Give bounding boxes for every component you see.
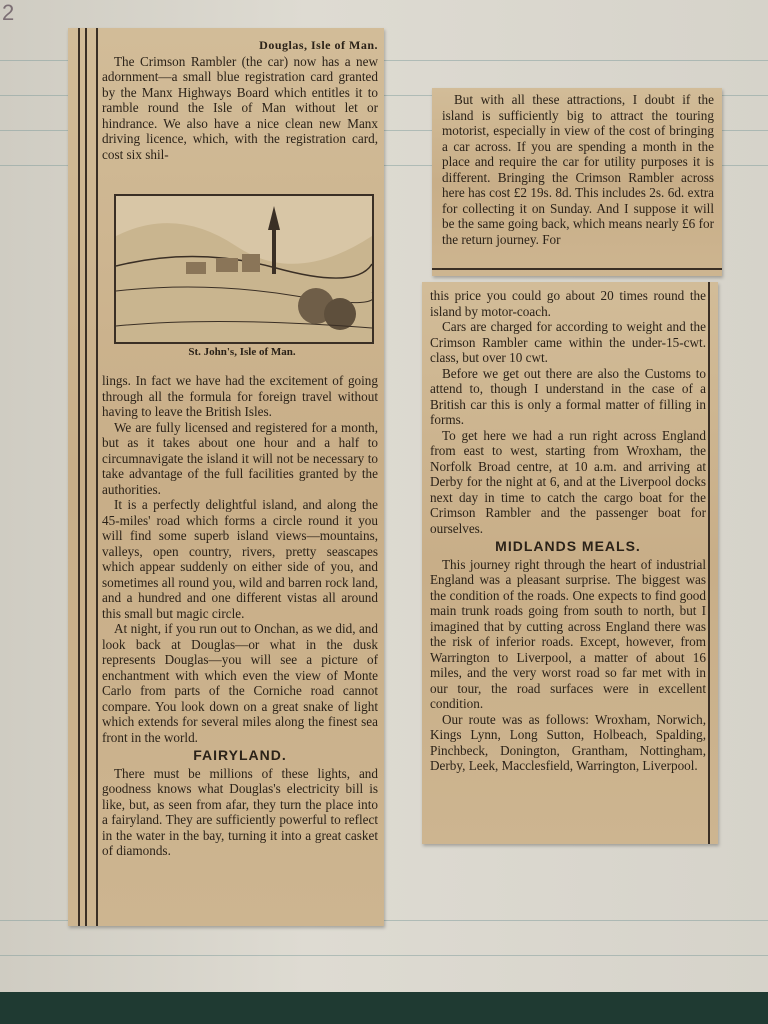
landscape-illustration: [116, 196, 372, 342]
column-top: [102, 38, 378, 190]
paragraph: Cars are charged for according to weight and the Crimson Rambler came within the under-15-cwt. class, but over 10 cwt.: [430, 319, 706, 365]
paragraph: This journey right through the heart of industrial England was a pleasant surprise. The biggest was the condition of the roads. One expects to find good main trunk roads going from south to north, but I imagined that by cutting across England there was the risk of inferior roads. Except, however, from Warrington to Liverpool, a matter of about 16 miles, and the very worst road so far met with in our tour, the road surfaces were in excellent condition.: [430, 556, 706, 711]
column-bottom: [102, 373, 378, 919]
column-rule: [96, 28, 98, 926]
dateline: Douglas, Isle of Man.: [259, 38, 378, 52]
margin-note: 2: [2, 0, 15, 25]
column: [442, 92, 714, 264]
column-rule: [432, 268, 722, 270]
paragraph: To get here we had a run right across England from east to west, starting from Wroxham, the Norfolk Broad centre, at 10 a.m. and arriving at Derby for the night at 6, and at the Liverpool docks next day in time to catch the cargo boat for the Crimson Rambler and the passenger boat for ourselves.: [430, 427, 706, 536]
clipping-left: [68, 28, 384, 926]
clipping-right-bottom: [422, 282, 718, 844]
paragraph: this price you could go about 20 times round the island by motor-coach.: [430, 288, 706, 319]
engraving-image: [114, 194, 374, 344]
subheading: FAIRYLAND.: [193, 747, 287, 763]
paragraph: There must be millions of these lights, and goodness knows what Douglas's electricity bill is like, but, as seen from afar, they turn the place into a fairyland. They are sufficiently powerful to reflect in the water in the bay, turning it into a great casket of diamonds.: [102, 765, 378, 858]
paragraph: Before we get out there are also the Customs to attend to, though I understand in the case of a British car this is only a formal matter of filling in forms.: [430, 365, 706, 427]
paragraph: lings. In fact we have had the excitement of going through all the formula for foreign travel without having to leave the British Isles.: [102, 373, 378, 419]
paragraph: We are fully licensed and registered for a month, but as it takes about one hour and a half to circumnavigate the island it will not be necessary to take advantage of the full facilities granted by the authorities.: [102, 419, 378, 497]
subheading: MIDLANDS MEALS.: [495, 538, 641, 554]
paragraph: Our route was as follows: Wroxham, Norwich, Kings Lynn, Long Sutton, Holbeach, Spalding, Pinchbeck, Donington, Grantham, Nottingham, Derby, Leek, Macclesfield, Warrington, Liverpool.: [430, 711, 706, 773]
clipping-right-top: [432, 88, 722, 276]
paragraph: But with all these attractions, I doubt if the island is sufficiently big to attract the touring motorist, especially in view of the cost of bringing a car across. If you are spending a month in the place and require the car for utility purposes it is different. Bringing the Crimson Rambler across here has cost £2 19s. 8d. This includes 2s. 6d. extra for collecting it on Sunday. And I suppose it will be the same going back, which means nearly £6 for the return journey. For: [442, 92, 714, 247]
column-rule: [85, 28, 87, 926]
column: [430, 288, 706, 840]
column-rule: [78, 28, 80, 926]
column-rule: [708, 282, 710, 844]
paragraph: At night, if you run out to Onchan, as we did, and look back at Douglas—or what in the dusk represents Douglas—you will see a picture of enchantment with which even the view of Monte Carlo from parts of the Corniche road cannot compare. You look down on a great snake of light which extends for several miles along the finest sea front in the world.: [102, 621, 378, 745]
ruled-line: [0, 955, 768, 956]
paragraph: The Crimson Rambler (the car) now has a new adornment—a small blue registration card granted by the Manx Highways Board which entitles it to ramble round the Isle of Man without let or hindrance. We also have a nice clean new Manx driving licence, which, with the registration card, cost six shil-: [102, 53, 378, 162]
image-caption: St. John's, Isle of Man.: [188, 346, 296, 358]
paragraph: It is a perfectly delightful island, and along the 45-miles' road which forms a circle round it you will find some superb island views—mountains, valleys, open country, rivers, pretty seascapes which appear suddenly on either side of you, and sometimes all round you, wild and barren rock land, and a hundred and one different vistas all around this small but magic circle.: [102, 497, 378, 621]
